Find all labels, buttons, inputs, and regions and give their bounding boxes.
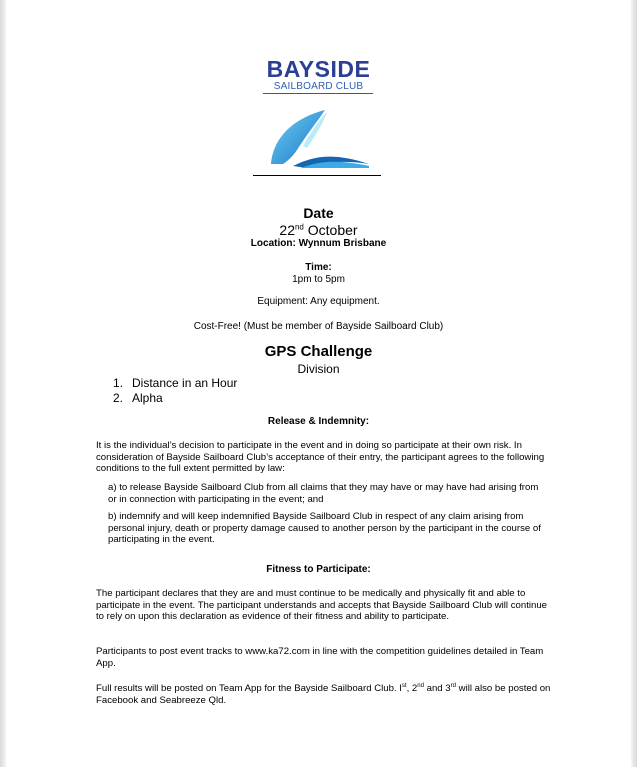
- page-shadow-left: [0, 0, 6, 767]
- results-note: Full results will be posted on Team App for the Bayside Sailboard Club. Ist, 2nd and 3rd will also be posted on Facebook and Seabreeze Qld.: [96, 683, 551, 706]
- logo-divider: [263, 93, 373, 94]
- release-heading: Release & Indemnity:: [267, 416, 370, 427]
- fitness-heading: Fitness to Participate:: [266, 564, 371, 575]
- event-time: 1pm to 5pm: [292, 274, 345, 285]
- division-list: [113, 376, 237, 406]
- club-logo-name: BAYSIDE: [266, 56, 371, 82]
- club-logo-subtitle: SAILBOARD CLUB: [273, 81, 364, 92]
- time-heading: Time:: [305, 262, 332, 273]
- release-intro: It is the individual’s decision to participate in the event and in doing so participate at their own risk. In consideration of Bayside Sailboard Club’s acceptance of their entry, the participant agrees to the following conditions to the full extent permitted by law:: [96, 440, 545, 475]
- cost-note: Cost-Free! (Must be member of Bayside Sailboard Club): [193, 321, 444, 332]
- list-item: 2. Alpha: [113, 391, 163, 405]
- header-divider: [253, 175, 381, 176]
- release-item-b: b) indemnify and will keep indemnified Bayside Sailboard Club in respect of any claim arising from personal injury, death or property damage caused to another person by the participant in the course of participating in the event.: [108, 511, 541, 546]
- release-item-a: a) to release Bayside Sailboard Club from all claims that they may have or may have had arising from or in connection with participating in the event; and: [108, 482, 539, 505]
- event-date: 22nd October: [279, 222, 358, 238]
- division-label: Division: [297, 362, 340, 376]
- sail-shape: [271, 110, 325, 164]
- list-item: 1. Distance in an Hour: [113, 376, 238, 390]
- sail-logo-icon: [263, 108, 373, 170]
- event-location: Location: Wynnum Brisbane: [250, 238, 387, 249]
- tracks-note: Participants to post event tracks to www.ka72.com in line with the competition guidelines detailed in Team App.: [96, 646, 544, 669]
- equipment-note: Equipment: Any equipment.: [257, 296, 380, 307]
- date-heading: Date: [303, 205, 334, 221]
- fitness-body: The participant declares that they are and must continue to be medically and physically fit and able to participate in the event. The participant understands and accepts that Bayside Sailboard Club will continue to rely on upon this declaration as evidence of their fitness and ability to participate.: [96, 588, 548, 623]
- page-shadow-right: [631, 0, 637, 767]
- challenge-title: GPS Challenge: [264, 343, 373, 360]
